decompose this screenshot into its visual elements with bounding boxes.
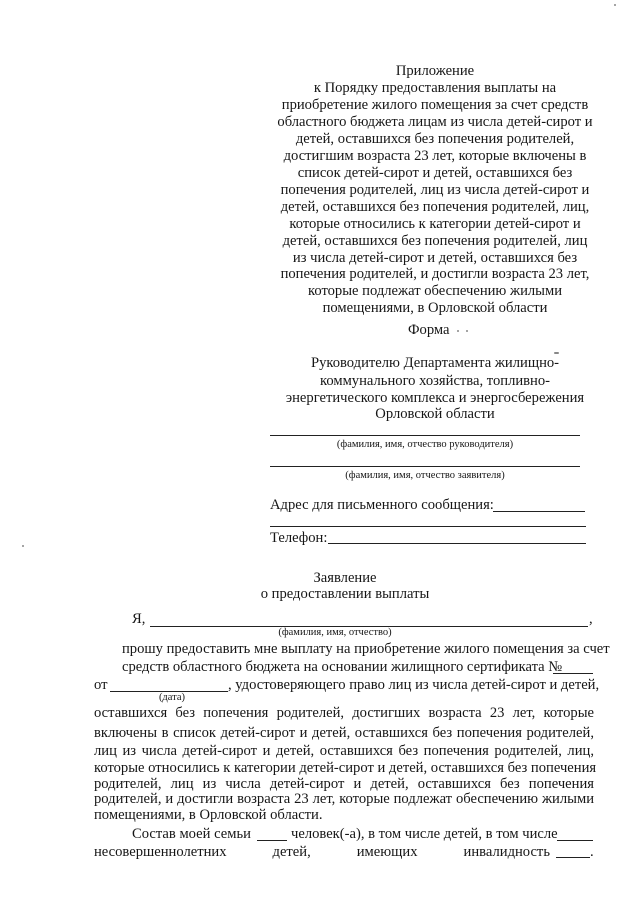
appendix-line: из числа детей-сирот и детей, оставшихся без xyxy=(292,250,578,266)
comma: , xyxy=(589,611,593,627)
appendix-line: попечения родителей, лиц из числа детей-сирот и xyxy=(280,182,590,198)
disabled-children-line xyxy=(94,844,550,861)
word: имеющих xyxy=(356,844,418,860)
scan-speck xyxy=(466,330,468,332)
from-label: от xyxy=(94,677,108,693)
scan-speck xyxy=(457,330,459,332)
applicant-fio-caption: (фамилия, имя, отчество заявителя) xyxy=(345,470,505,481)
appendix-title: Приложение xyxy=(395,63,475,79)
family-label: Состав моей семьи xyxy=(132,826,251,842)
addressee-line-4: Орловской области xyxy=(375,406,495,422)
addressee-line-2: коммунального хозяйства, топливно- xyxy=(319,373,551,389)
addressee-line-1: Руководителю Департамента жилищно- xyxy=(310,355,560,371)
family-text: человек(-а), в том числе детей, в том числе xyxy=(291,826,558,842)
date-caption: (дата) xyxy=(158,692,186,703)
certificate-number-field[interactable] xyxy=(553,673,593,674)
appendix-line: областного бюджета лицам из числа детей-сирот и xyxy=(277,114,593,130)
statement-body-line: лиц из числа детей-сирот и детей, оставшихся без попечения родителей, лиц, xyxy=(94,743,594,759)
appendix-line: к Порядку предоставления выплаты на xyxy=(313,80,557,96)
address-field[interactable] xyxy=(493,511,585,512)
statement-body-line: оставшихся без попечения родителей, достигших возраста 23 лет, которые xyxy=(94,705,594,721)
children-count-field[interactable] xyxy=(557,840,593,841)
request-line-3: , удостоверяющего право лиц из числа детей-сирот и детей, xyxy=(228,677,600,693)
applicant-fio-field[interactable] xyxy=(270,466,580,467)
final-period: . xyxy=(590,844,594,860)
appendix-line: помещениями, в Орловской области xyxy=(322,300,548,316)
statement-last-line: помещениями, в Орловской области. xyxy=(94,807,323,823)
appendix-line: детей, оставшихся без попечения родителей, xyxy=(295,131,575,147)
scan-speck xyxy=(614,4,616,6)
family-count-field[interactable] xyxy=(257,840,287,841)
form-label: Форма xyxy=(408,322,450,338)
statement-title: Заявление xyxy=(313,570,377,586)
appendix-line: которые подлежат обеспечению жилыми xyxy=(307,283,563,299)
statement-body-line: родителей, и достигли возраста 23 лет, которые подлежат обеспечению жилыми xyxy=(94,791,594,807)
head-fio-field[interactable] xyxy=(270,435,580,436)
appendix-line: которые относились к категории детей-сирот и xyxy=(289,216,581,232)
statement-fio-caption: (фамилия, имя, отчество) xyxy=(278,627,392,638)
scan-speck xyxy=(554,352,559,354)
appendix-line: детей, оставшихся без попечения родителей, лиц, xyxy=(280,199,590,215)
phone-label: Телефон: xyxy=(270,530,328,546)
statement-subtitle: о предоставлении выплаты xyxy=(260,586,430,602)
word: несовершеннолетних xyxy=(94,844,227,860)
appendix-line: достигшим возраста 23 лет, которые включены в xyxy=(283,148,587,164)
scan-speck xyxy=(22,545,24,547)
disabled-children-field[interactable] xyxy=(556,857,590,858)
statement-body-line: родителей, лиц из числа детей-сирот и детей, оставшихся без попечения xyxy=(94,776,594,792)
i-label: Я, xyxy=(132,611,146,627)
word: инвалидность xyxy=(463,844,550,860)
appendix-line: приобретение жилого помещения за счет средств xyxy=(281,97,589,113)
appendix-line: список детей-сирот и детей, оставшихся без xyxy=(297,165,573,181)
appendix-line: детей, оставшихся без попечения родителей, лиц xyxy=(282,233,588,249)
phone-field[interactable] xyxy=(328,543,586,544)
request-line-2: средств областного бюджета на основании жилищного сертификата № xyxy=(122,659,563,675)
head-fio-caption: (фамилия, имя, отчество руководителя) xyxy=(336,439,514,450)
statement-body-line: включены в список детей-сирот и детей, оставшихся без попечения родителей, xyxy=(94,725,594,741)
statement-body-line: которые относились к категории детей-сирот и детей, оставшихся без попечения xyxy=(94,760,597,776)
address-label: Адрес для письменного сообщения: xyxy=(270,497,494,513)
address-field-line-2[interactable] xyxy=(270,526,586,527)
appendix-line: попечения родителей, и достигли возраста 23 лет, xyxy=(280,266,590,282)
addressee-line-3: энергетического комплекса и энергосбережения xyxy=(285,390,585,406)
word: детей, xyxy=(272,844,311,860)
request-line-1: прошу предоставить мне выплату на приобретение жилого помещения за счет xyxy=(122,641,610,657)
